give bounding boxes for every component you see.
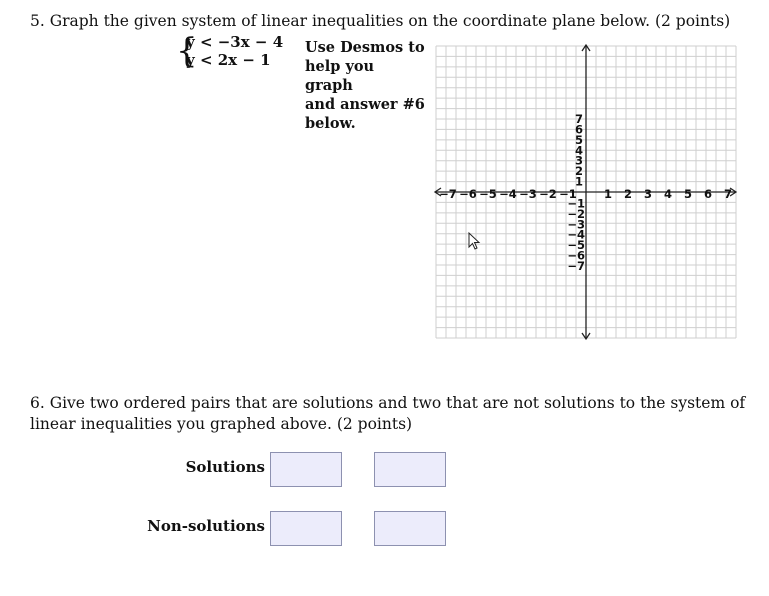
question-5-prompt: 5. Graph the given system of linear inequalities on the coordinate plane below. (2 points) bbox=[30, 12, 731, 30]
axis-tick-label: 3 bbox=[643, 187, 653, 201]
axis-tick-label: 2 bbox=[623, 187, 633, 201]
desmos-hint bbox=[305, 38, 425, 133]
axis-tick-label: 1 bbox=[574, 174, 583, 189]
non-solution-input-2[interactable] bbox=[374, 511, 446, 546]
axis-tick-label: 7 bbox=[574, 112, 583, 126]
hint-line: help you graph bbox=[305, 58, 375, 94]
axis-tick-label: 2 bbox=[574, 164, 583, 179]
axis-tick-label: −3 bbox=[519, 187, 537, 201]
solution-input-1[interactable] bbox=[270, 452, 342, 487]
axis-tick-label: −5 bbox=[479, 187, 497, 201]
axis-tick-label: −5 bbox=[567, 238, 585, 253]
solution-input-2[interactable] bbox=[374, 452, 446, 487]
system-brace: { bbox=[176, 31, 198, 71]
axis-tick-label: 7 bbox=[723, 187, 733, 201]
axis-tick-label: 5 bbox=[683, 187, 693, 201]
hint-line: and answer #6 bbox=[305, 96, 425, 113]
axis-tick-label: 4 bbox=[574, 143, 583, 158]
axis-tick-label: −6 bbox=[459, 187, 477, 201]
non-solutions-label: Non-solutions bbox=[147, 517, 265, 535]
inequality-1: y < −3x − 4 bbox=[186, 33, 284, 51]
axis-tick-label: 4 bbox=[663, 187, 673, 201]
axis-tick-label: 1 bbox=[603, 187, 613, 201]
axis-tick-label: −2 bbox=[539, 187, 557, 201]
coordinate-plane[interactable] bbox=[433, 43, 739, 341]
axis-tick-label: −7 bbox=[567, 259, 585, 273]
axis-tick-label: 6 bbox=[574, 122, 583, 137]
axis-tick-label: −2 bbox=[567, 206, 585, 221]
axis-tick-label: −3 bbox=[567, 217, 585, 232]
solutions-label: Solutions bbox=[185, 458, 265, 476]
axis-tick-label: 5 bbox=[574, 132, 583, 147]
hint-line: below. bbox=[305, 115, 356, 132]
non-solution-input-1[interactable] bbox=[270, 511, 342, 546]
axis-tick-label: −4 bbox=[567, 227, 585, 242]
mouse-cursor-icon bbox=[469, 233, 479, 249]
axis-tick-label: −7 bbox=[439, 187, 457, 201]
hint-line: Use Desmos to bbox=[305, 39, 425, 56]
axis-tick-label: −4 bbox=[499, 187, 517, 201]
axis-tick-label: 6 bbox=[703, 187, 713, 201]
axis-tick-label: −6 bbox=[567, 248, 585, 263]
question-6-prompt: 6. Give two ordered pairs that are solutions and two that are not solutions to the system of linear inequalities you graphed above. (2 points) bbox=[30, 394, 746, 433]
axis-tick-label: 3 bbox=[574, 153, 583, 168]
axis-tick-label: −1 bbox=[559, 187, 577, 201]
inequality-2: y < 2x − 1 bbox=[186, 51, 271, 69]
axis-tick-label: −1 bbox=[567, 196, 585, 211]
